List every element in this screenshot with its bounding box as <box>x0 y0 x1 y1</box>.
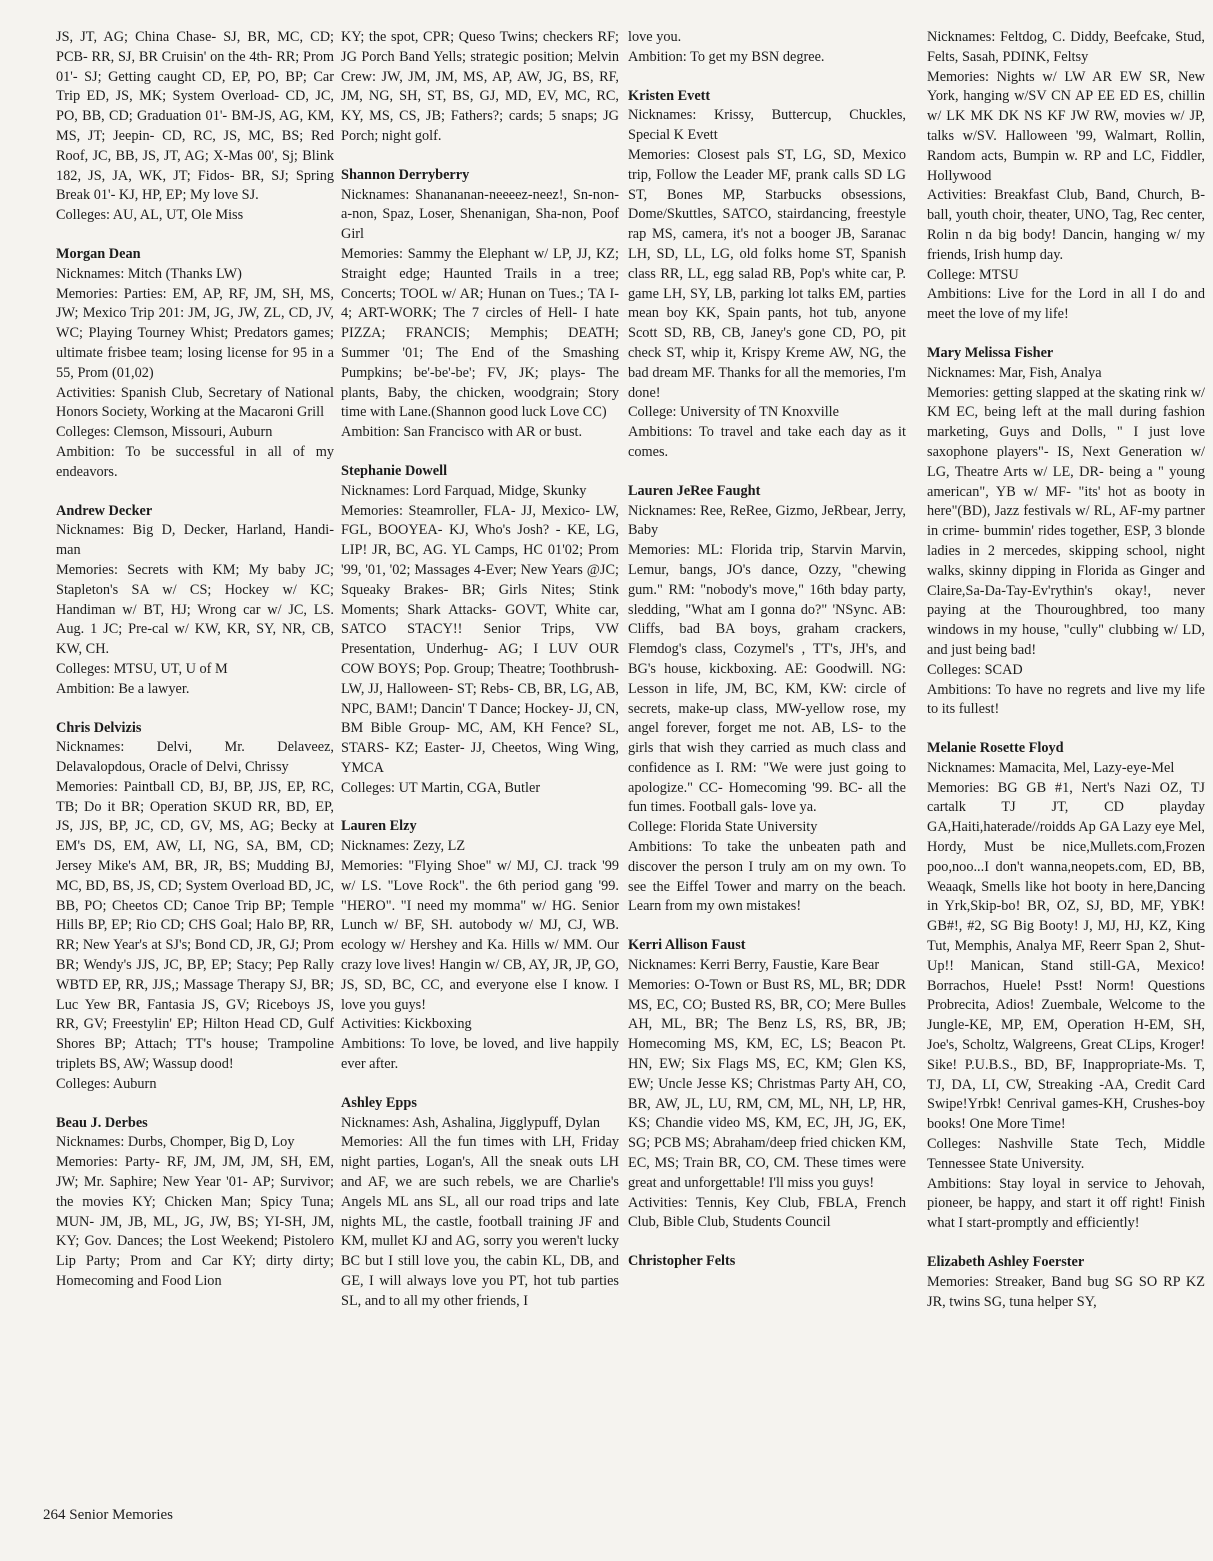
column-4 <box>927 28 1205 1331</box>
entry-line: Ambition: Be a lawyer. <box>56 680 190 697</box>
entry-line: Ambition: To get my BSN degree. <box>628 48 825 65</box>
senior-entry <box>56 28 334 226</box>
senior-name: Lauren Elzy <box>341 818 417 835</box>
senior-entry <box>628 1252 906 1272</box>
entry-line: Memories: O-Town or Bust RS, ML, BR; DDR MS, EC, CO; Busted RS, BR, CO; Mere Bulles AH, ML, BR; The Benz LS, RS, BR, JB; Homecoming MS, KM, EC, LS; Beacon Pt. HN, EW; Six Flags MS, EC, KM; Glen KS, EW; Uncle Jesse KS; Christmas Party AH, CO, BR, AW, JL, LU, RM, CM, ML, NH, LP, HR, KS; Chandie video MS, KM, EC, JH, JG, EK, SG; PCB MS; Abraham/deep fried chicken KM, EC, MS; Train BR, CO, CM. These times were great and unforgettable! I'll miss you guys! <box>628 976 906 1191</box>
entry-line: Memories: BG GB #1, Nert's Nazi OZ, TJ cartalk TJ JT, CD playday GA,Haiti,haterade//roidds Ap GA Lazy eye Mel, Hordy, Must be nice,Mullets.com,Frozen poo,noo...I don't wanna,neopets.com, ED, BB, Weaaqk, Smells like hot booty in here,Dancing in Yrk,Skip-bo! BR, OZ, SJ, BD, MF, YBK! GB#!, #2, SG Big Booty! J, MJ, HJ, KZ, King Tut, Memphis, Analya MF, Reerr Span 2, Shut-Up!! Manican, Stand still-GA, Mexico! Borrachos, Huele! Psst! Norm! Questions Probrecita, Adios! Zuembale, Welcome to the Jungle-KE, MP, EM, Operation H-EM, SH, Joe's, Scholtz, Walgreens, Great CLips, Kroger! Sike! P.U.B.S., BD, BF, Inappropriate-Ms. T, TJ, DA, LI, CW, Streaking -AA, Credit Card Swipe!Yrbk! Cenrival games-KH, Crushes-boy books! One More Time! <box>927 779 1205 1133</box>
senior-entry <box>56 245 334 483</box>
page-folio: 264 Senior Memories <box>43 1507 173 1523</box>
entry-line: College: MTSU <box>927 266 1019 283</box>
senior-entry <box>927 1253 1205 1312</box>
entry-line: Nicknames: Mamacita, Mel, Lazy-eye-Mel <box>927 759 1175 776</box>
entry-line: JS, JT, AG; China Chase- SJ, BR, MC, CD; PCB- RR, SJ, BR Cruisin' on the 4th- RR; Prom 01'- SJ; Getting caught CD, EP, PO, BP; Car Trip ED, JS, MK; System Overload- CD, JC, PO, BB, CD; Graduation 01'- BM-JS, AG, KM, MS, JT; Jeepin- CD, RC, JS, MC, BS; Red Roof, JC, BB, JS, JT, AG; X-Mas 00', Sj; Blink 182, JS, JA, WK, JT; Fidos- BR, SJ; Spring Break 01'- KJ, HP, EP; My love SJ. <box>56 29 334 204</box>
entry-line: Nicknames: Shanananan-neeeez-neez!, Sn-non-a-non, Spaz, Loser, Shenanigan, Sha-non, Poof Girl <box>341 186 619 243</box>
senior-name: Andrew Decker <box>56 502 153 519</box>
entry-line: Colleges: AU, AL, UT, Ole Miss <box>56 207 244 224</box>
entry-line: Ambitions: Stay loyal in service to Jehovah, pioneer, be happy, and start it off right! Finish what I start-promptly and efficiently! <box>927 1175 1205 1232</box>
entry-line: Nicknames: Mitch (Thanks LW) <box>56 265 242 282</box>
senior-entry <box>56 502 334 700</box>
senior-name: Lauren JeRee Faught <box>628 482 761 499</box>
senior-name: Ashley Epps <box>341 1094 417 1111</box>
senior-name: Stephanie Dowell <box>341 462 448 479</box>
entry-line: KY; the spot, CPR; Queso Twins; checkers RF; JG Porch Band Yells; strategic position; Melvin Crew: JW, JM, JM, MS, AP, AW, JG, BS, RF, JM, NG, SH, ST, BS, GJ, MD, EV, MC, RC, KY, MS, CS, JB; Fathers?; cards; 5 snaps; JG Porch; night golf. <box>341 29 619 144</box>
entry-line: Nicknames: Feltdog, C. Diddy, Beefcake, Stud, Felts, Sasah, PDINK, Feltsy <box>927 29 1205 65</box>
entry-line: Memories: ML: Florida trip, Starvin Marvin, Lemur, bangs, JO's dance, Ozzy, "chewing gum." RM: "nobody's move," 16th bday party, sledding, "What am I gonna do?" 'NSync. AB: Cliffs, bad BA boys, graham crackers, Flemdog's class, Cozymel's , TT's, JH's, and BG's house, kickboxing. AE: Goodwill. NG: Lesson in life, JM, BC, KM, KW: circle of secrets, make-up class, MW-yellow rose, my angel forever, forget me not. AB, LS- to the girls that wish they carried as much class and confidence as I. RM: "We were just going to apologize." CC- Homecoming '99. BC- all the fun times. Football gals- love ya. <box>628 542 906 816</box>
entry-line: Ambitions: To take the unbeaten path and discover the person I truly am on my own. To see the Eiffel Tower and marry on the beach. Learn from my own mistakes! <box>628 839 906 915</box>
senior-name: Morgan Dean <box>56 245 141 262</box>
senior-name: Chris Delvizis <box>56 719 142 736</box>
entry-line: Memories: Steamroller, FLA- JJ, Mexico- LW, FGL, BOOYEA- KJ, Who's Josh? - KE, LG, LIP! JR, BC, AG. YL Camps, HC 01'02; Prom '99, '01, '02; Massages 4-Ever; New Years @JC; Squeaky Brakes- BR; Girls Nites; Stink Moments; Shark Attacks- GOVT, White car, SATCO STACY!! Senior Trips, VW Presentation, Underhug- AG; I LUV OUR COW BOYS; Pop. Group; Theatre; Toothbrush- LW, JJ, Halloween- ST; Rebs- CB, BR, LG, AB, NPC, BAM!; Dancin' T Dance; Hockey- JJ, CN, BM Bible Group- MC, AM, KH Fence? SL, STARS- KZ; Easter- JJ, Cheetos, Wing Wing, YMCA <box>341 502 619 776</box>
entry-line: Memories: Closest pals ST, LG, SD, Mexico trip, Follow the Leader MF, prank calls SD LG ST, Bones MP, Starbucks obsessions, Dome/Skuttles, SATCO, stairdancing, freestyle rap MS, camera, it's not a booger JB, Saranac LH, SD, LL, LG, old folks home ST, Spanish class RR, LL, egg salad RB, Pop's white car, P. game LH, SY, LB, parking lot talks EM, parties mean boy KK, Spain pants, hot tub, anyone Scott SD, RB, CB, Janey's gone CD, PO, pit check ST, whip it, Krispy Kreme AW, NG, the bad dream MF. Thanks for all the memories, I'm done! <box>628 146 906 401</box>
entry-line: Memories: All the fun times with LH, Friday night parties, Logan's, All the sneak outs LH and AF, we are such rebels, we are Charlie's Angels ML ans SL, all our road trips and late nights ML, the castle, football training JF and KM, mullet KJ and AG, sorry you weren't lucky BC but I still love you, the cabin KL, DB, and GE, I will always love you PT, hot tub parties SL, and to all my other friends, I <box>341 1134 619 1309</box>
entry-line: Colleges: Clemson, Missouri, Auburn <box>56 424 273 441</box>
entry-line: Ambitions: To have no regrets and live my life to its fullest! <box>927 681 1205 718</box>
entry-line: Nicknames: Ree, ReRee, Gizmo, JeRbear, Jerry, Baby <box>628 502 906 539</box>
senior-name: Christopher Felts <box>628 1253 736 1270</box>
senior-entry <box>628 936 906 1233</box>
entry-line: Memories: Paintball CD, BJ, BP, JJS, EP, RC, TB; Do it BR; Operation SKUD RR, BD, EP, JS, JJS, BP, JC, CD, GV, MS, AG; Becky at EM's DS, EM, AW, LI, NG, SA, BM, CD; Jersey Mike's AM, BR, JR, BS; Mudding BJ, MC, BD, BS, JS, CD; System Overload BD, JC, BB, PO; Cheetos CD; Canoe Trip BP; Temple Hills BP, EP; Rio CD; CHS Goal; Halo BP, RR, RR; New Year's at SJ's; Bond CD, JR, GJ; Prom BR; Wendy's JJS, JC, BP, EP; Stacy; Pep Rally WBTD EP, RR, JJS,; Massage Therapy SJ, BR; Luc Yew BR, Fantasia JS, GV; Riceboys JS, RR, GV; Freestylin' EP; Hilton Head CD, Gulf Shores BP; Attach; TT's house; Trampoline triplets BS, AW; Wassup dood! <box>56 778 334 1073</box>
senior-name: Mary Melissa Fisher <box>927 344 1054 361</box>
entry-line: Nicknames: Kerri Berry, Faustie, Kare Bear <box>628 957 880 974</box>
entry-line: Activities: Breakfast Club, Band, Church, B-ball, youth choir, theater, UNO, Tag, Rec center, Rolin n da big body! Dancin, hanging w/ my friends, Irish hump day. <box>927 187 1205 263</box>
entry-line: Colleges: Nashville State Tech, Middle Tennessee State University. <box>927 1136 1205 1172</box>
entry-line: Nicknames: Mar, Fish, Analya <box>927 364 1102 381</box>
entry-line: Ambitions: To love, be loved, and live happily ever after. <box>341 1036 619 1073</box>
entry-line: Memories: "Flying Shoe" w/ MJ, CJ. track '99 w/ LS. "Love Rock". the 6th period gang '99. "HERO". "I need my momma" w/ HG. Senior Lunch w/ BF, SH. autobody w/ MJ, CJ, WB. ecology w/ Hershey and Ka. Hills w/ MM. Our crazy love lives! Hangin w/ CB, AY, JR, JP, GO, JS, SD, BC, CC, and everyone else I know. I love you guys! <box>341 858 619 1013</box>
entry-line: Memories: Sammy the Elephant w/ LP, JJ, KZ; Straight edge; Haunted Trails in a tree; Concerts; TOOL w/ AR; Hunan on Tues.; TA I-4; ART-WORK; The 7 circles of Hell- I hate PIZZA; FRANCIS; Memphis; DEATH; Summer '01; The End of the Smashing Pumpkins; be'-be'-be'; FV, JK; plays- The plants, Baby, the chicken, woodgrain; Story time with Lane.(Shannon good luck Love CC) <box>341 245 619 421</box>
senior-name: Kerri Allison Faust <box>628 937 746 954</box>
senior-name: Beau J. Derbes <box>56 1114 148 1131</box>
entry-line: love you. <box>628 29 682 45</box>
entry-line: Ambition: To be successful in all of my endeavors. <box>56 443 334 480</box>
entry-line: Memories: Streaker, Band bug SG SO RP KZ JR, twins SG, tuna helper SY, <box>927 1273 1205 1310</box>
senior-entry <box>341 462 619 799</box>
entry-line: Colleges: Auburn <box>56 1075 157 1092</box>
entry-line: College: University of TN Knoxville <box>628 404 839 421</box>
entry-line: Memories: getting slapped at the skating rink w/ KM EC, being left at the mall during fashion marketing, Guys and Dolls, " I just love saxophone players"- IS, Next Generation w/ LG, Theatre Arts w/ LE, DR- being a " young american", YB w/ MF- "its' hot as booty in here"(BD), Jazz festivals w/ RL, AF-my partner in crime- bummin' rides together, ESP, 3 blonde ladies in 2 mercedes, skipping school, night walks, skinny dipping in Florida as Ginger and Claire,Sa-Da-Tay-Ev'rythin's okay!, never paying at the Thouroughbred, too many windows in my house, "cully" clubbing w/ LD, and just being bad! <box>927 384 1205 658</box>
senior-entry <box>341 28 619 147</box>
entry-line: Nicknames: Lord Farquad, Midge, Skunky <box>341 482 587 499</box>
entry-line: Nicknames: Durbs, Chomper, Big D, Loy <box>56 1134 295 1151</box>
senior-entry <box>341 166 619 443</box>
senior-entry <box>927 344 1205 720</box>
senior-name: Shannon Derryberry <box>341 166 470 183</box>
entry-line: Nicknames: Zezy, LZ <box>341 838 466 855</box>
senior-entry <box>628 482 906 918</box>
entry-line: Colleges: MTSU, UT, U of M <box>56 660 228 677</box>
senior-name: Kristen Evett <box>628 87 711 104</box>
entry-line: Activities: Kickboxing <box>341 1016 472 1033</box>
entry-line: Colleges: SCAD <box>927 661 1023 678</box>
senior-entry <box>341 1094 619 1312</box>
senior-entry <box>628 87 906 463</box>
entry-line: Memories: Nights w/ LW AR EW SR, New York, hanging w/SV CN AP EE ED ES, chillin w/ LK MK DK NS KF JW RW, movies w/ JP, talks w/SV. Halloween '99, Walmart, Rollin, Random acts, Bumpin w. RP and LC, Fiddler, Hollywood <box>927 68 1205 184</box>
column-2 <box>341 28 619 1331</box>
entry-line: College: Florida State University <box>628 819 818 836</box>
entry-line: Memories: Parties: EM, AP, RF, JM, SH, MS, JW; Mexico Trip 201: JM, JG, JW, ZL, CD, JV, WC; Playing Tourney Whist; Predators games; ultimate frisbee team; losing license for 95 in a 55, Prom (01,02) <box>56 285 334 381</box>
column-1 <box>56 28 334 1311</box>
entry-line: Nicknames: Big D, Decker, Harland, Handi-man <box>56 522 334 559</box>
entry-line: Nicknames: Krissy, Buttercup, Chuckles, Special K Evett <box>628 107 906 144</box>
entry-line: Nicknames: Delvi, Mr. Delaveez, Delavalopdous, Oracle of Delvi, Chrissy <box>56 739 334 776</box>
entry-line: Ambition: San Francisco with AR or bust. <box>341 424 583 441</box>
senior-name: Melanie Rosette Floyd <box>927 740 1064 757</box>
entry-line: Ambitions: Live for the Lord in all I do and meet the love of my life! <box>927 286 1205 323</box>
entry-line: Ambitions: To travel and take each day as it comes. <box>628 424 906 460</box>
entry-line: Nicknames: Ash, Ashalina, Jigglypuff, Dylan <box>341 1114 601 1131</box>
entry-line: Memories: Secrets with KM; My baby JC; Stapleton's SA w/ CS; Hockey w/ KC; Handiman w/ BT, HJ; Wrong car w/ JC, LS. Aug. 1 JC; Pre-cal w/ KW, KR, SY, NR, CB, KW, CH. <box>56 561 334 658</box>
senior-name: Elizabeth Ashley Foerster <box>927 1254 1085 1271</box>
entry-line: Memories: Party- RF, JM, JM, JM, SH, EM, JW; Mr. Saphire; New Year '01- AP; Survivor; the movies KY; Chicken Man; Spicy Tuna; MUN- JM, JB, ML, JG, JW, BS; YI-SH, JM, KY; Gov. Dances; the Lost Weekend; Pistolero Lip Party; Prom and Car KY; dirty dirty; Homecoming and Food Lion <box>56 1154 334 1290</box>
senior-entry <box>56 1114 334 1292</box>
senior-entry <box>927 739 1205 1234</box>
senior-entry <box>341 817 619 1074</box>
senior-entry <box>628 28 906 68</box>
column-3 <box>628 28 906 1291</box>
senior-entry <box>927 28 1205 325</box>
entry-line: Activities: Tennis, Key Club, FBLA, French Club, Bible Club, Students Council <box>628 1194 906 1231</box>
senior-entry <box>56 719 334 1095</box>
entry-line: Colleges: UT Martin, CGA, Butler <box>341 779 541 796</box>
entry-line: Activities: Spanish Club, Secretary of National Honors Society, Working at the Macaroni Grill <box>56 384 334 421</box>
